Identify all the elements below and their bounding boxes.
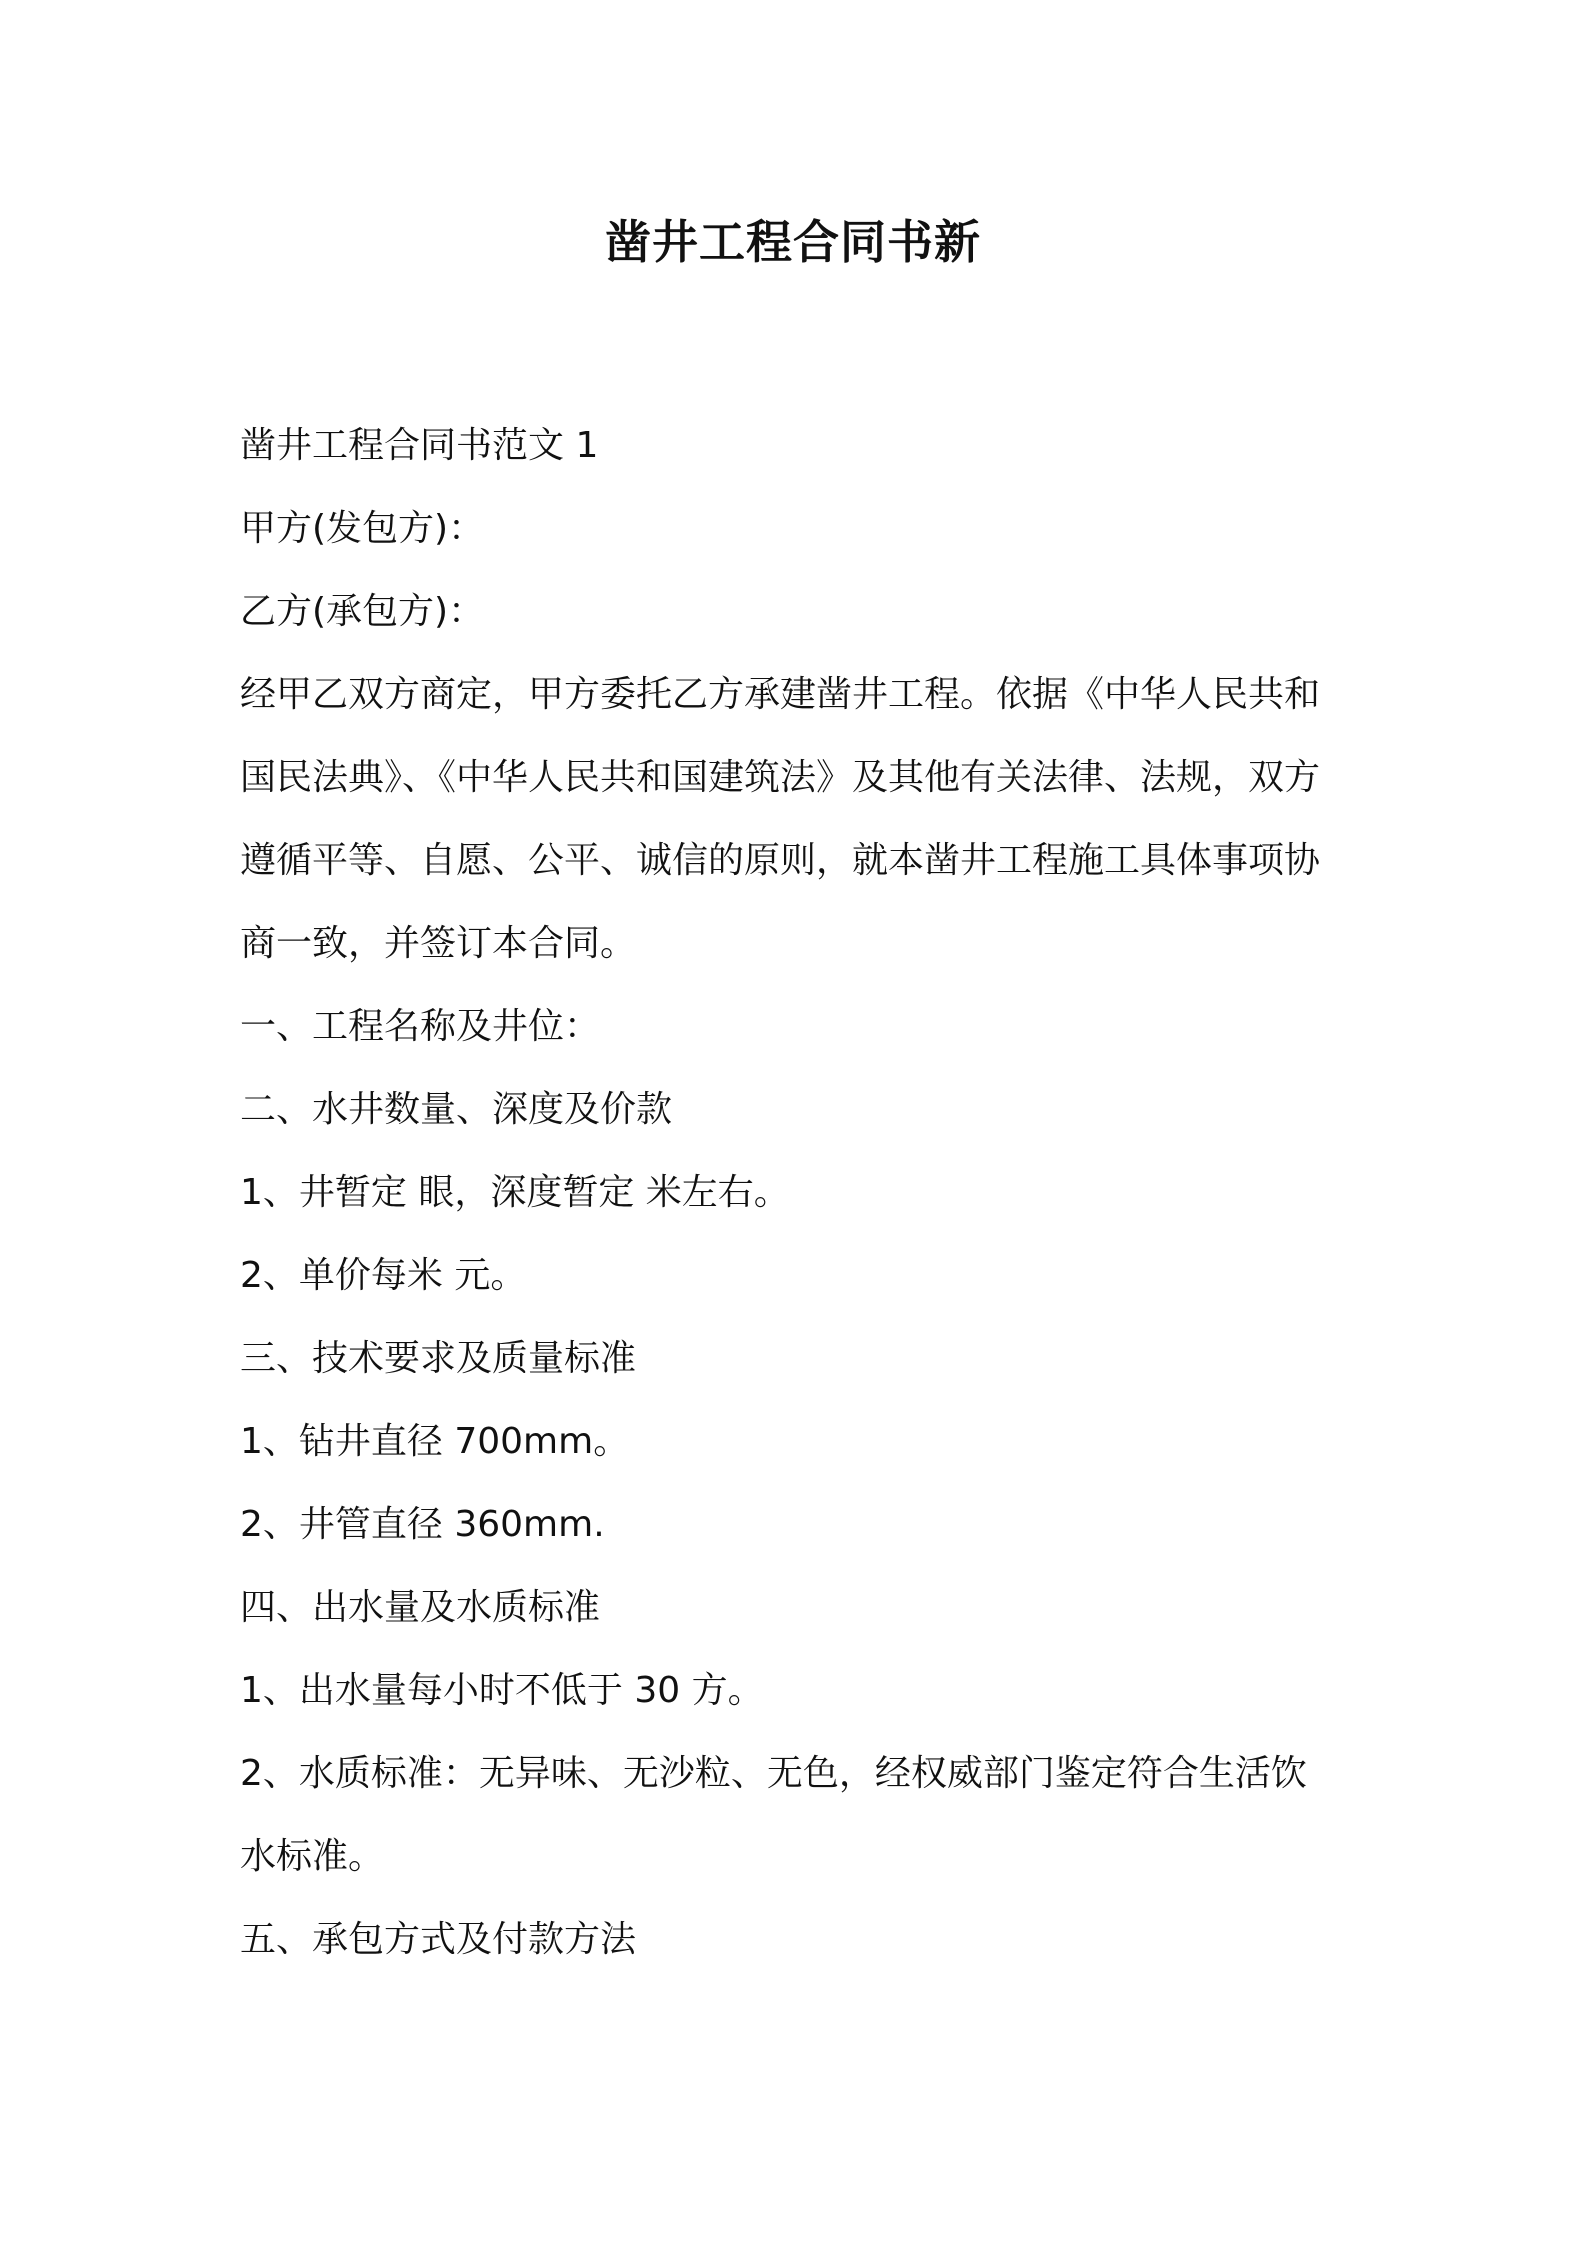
section-heading-2: 二、水井数量、深度及价款 bbox=[240, 1089, 673, 1130]
document-title: 凿井工程合同书新 bbox=[605, 215, 981, 269]
section-heading-5: 五、承包方式及付款方法 bbox=[240, 1919, 637, 1960]
clause-2-1: 1、井暂定 眼，深度暂定 米左右。 bbox=[240, 1172, 790, 1213]
section-heading-3: 三、技术要求及质量标准 bbox=[240, 1338, 637, 1379]
document-body bbox=[240, 404, 1350, 1981]
section-heading-1: 一、工程名称及井位： bbox=[240, 1006, 601, 1047]
clause-3-2: 2、井管直径 360mm. bbox=[240, 1504, 605, 1545]
body-line-party-a: 甲方(发包方)： bbox=[240, 508, 485, 549]
body-line-intro-2: 国民法典》、《中华人民共和国建筑法》及其他有关法律、法规，双方 bbox=[240, 757, 1321, 798]
clause-2-2: 2、单价每米 元。 bbox=[240, 1255, 527, 1296]
clause-3-1: 1、钻井直径 700mm。 bbox=[240, 1421, 630, 1462]
clause-4-1: 1、出水量每小时不低于 30 方。 bbox=[240, 1670, 764, 1711]
clause-4-2-cont: 水标准。 bbox=[240, 1836, 385, 1877]
body-line-intro-3: 遵循平等、自愿、公平、诚信的原则，就本凿井工程施工具体事项协 bbox=[240, 840, 1321, 881]
clause-4-2: 2、水质标准：无异味、无沙粒、无色，经权威部门鉴定符合生活饮 bbox=[240, 1753, 1307, 1794]
body-line-party-b: 乙方(承包方)： bbox=[240, 591, 485, 632]
section-heading-4: 四、出水量及水质标准 bbox=[240, 1587, 601, 1628]
body-line-intro-4: 商一致，并签订本合同。 bbox=[240, 923, 637, 964]
body-line-intro-1: 经甲乙双方商定，甲方委托乙方承建凿井工程。依据《中华人民共和 bbox=[240, 674, 1321, 715]
body-line-subtitle: 凿井工程合同书范文 1 bbox=[240, 425, 599, 466]
